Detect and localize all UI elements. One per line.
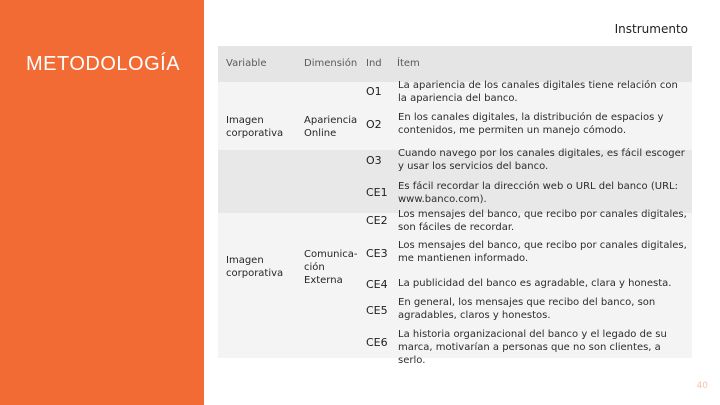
item-text: La publicidad del banco es agradable, clara y honesta. [398,278,672,289]
indicator-code: CE3 [366,247,388,260]
indicator-code: CE1 [366,186,388,199]
header-item: Ítem [397,58,420,69]
variable-cell: Imagen corporativa [226,255,284,279]
page-number: 40 [696,381,708,391]
header-indicator: Ind [366,58,382,69]
instrument-table [218,46,692,366]
item-text: Los mensajes del banco, que recibo por canales digitales, son fáciles de recordar. [398,209,687,233]
item-text: La historia organizacional del banco y el legado de su marca, motivarían a personas que no son clientes, a serlo. [398,329,667,366]
indicator-code: O3 [366,154,382,167]
indicator-code: CE6 [366,336,388,349]
item-text: Los mensajes del banco, que recibo por canales digitales, me mantienen informado. [398,240,687,264]
item-text: Cuando navego por los canales digitales, es fácil escoger y usar los servicios del banco. [398,148,685,172]
dimension-cell: Apariencia Online [304,115,358,139]
variable-cell: Imagen corporativa [226,115,284,139]
indicator-code: CE5 [366,304,388,317]
item-text: La apariencia de los canales digitales tiene relación con la apariencia del banco. [398,80,678,104]
header-band [218,46,692,82]
dimension-cell: Comunica-ción Externa [304,249,358,286]
header-variable: Variable [226,58,267,69]
indicator-code: CE4 [366,278,388,291]
indicator-code: CE2 [366,214,388,227]
item-text: En los canales digitales, la distribución de espacios y contenidos, me permiten un manejo cómodo. [398,112,664,136]
header-dimension: Dimensión [304,58,358,69]
indicator-code: O1 [366,85,382,98]
section-title: METODOLOGÍA [26,53,181,75]
page-heading: Instrumento [614,22,688,36]
sidebar-panel [0,0,204,405]
item-text: En general, los mensajes que recibo del banco, son agradables, claros y honestos. [398,297,656,321]
item-text: Es fácil recordar la dirección web o URL del banco (URL: www.banco.com). [398,181,678,205]
indicator-code: O2 [366,118,382,131]
